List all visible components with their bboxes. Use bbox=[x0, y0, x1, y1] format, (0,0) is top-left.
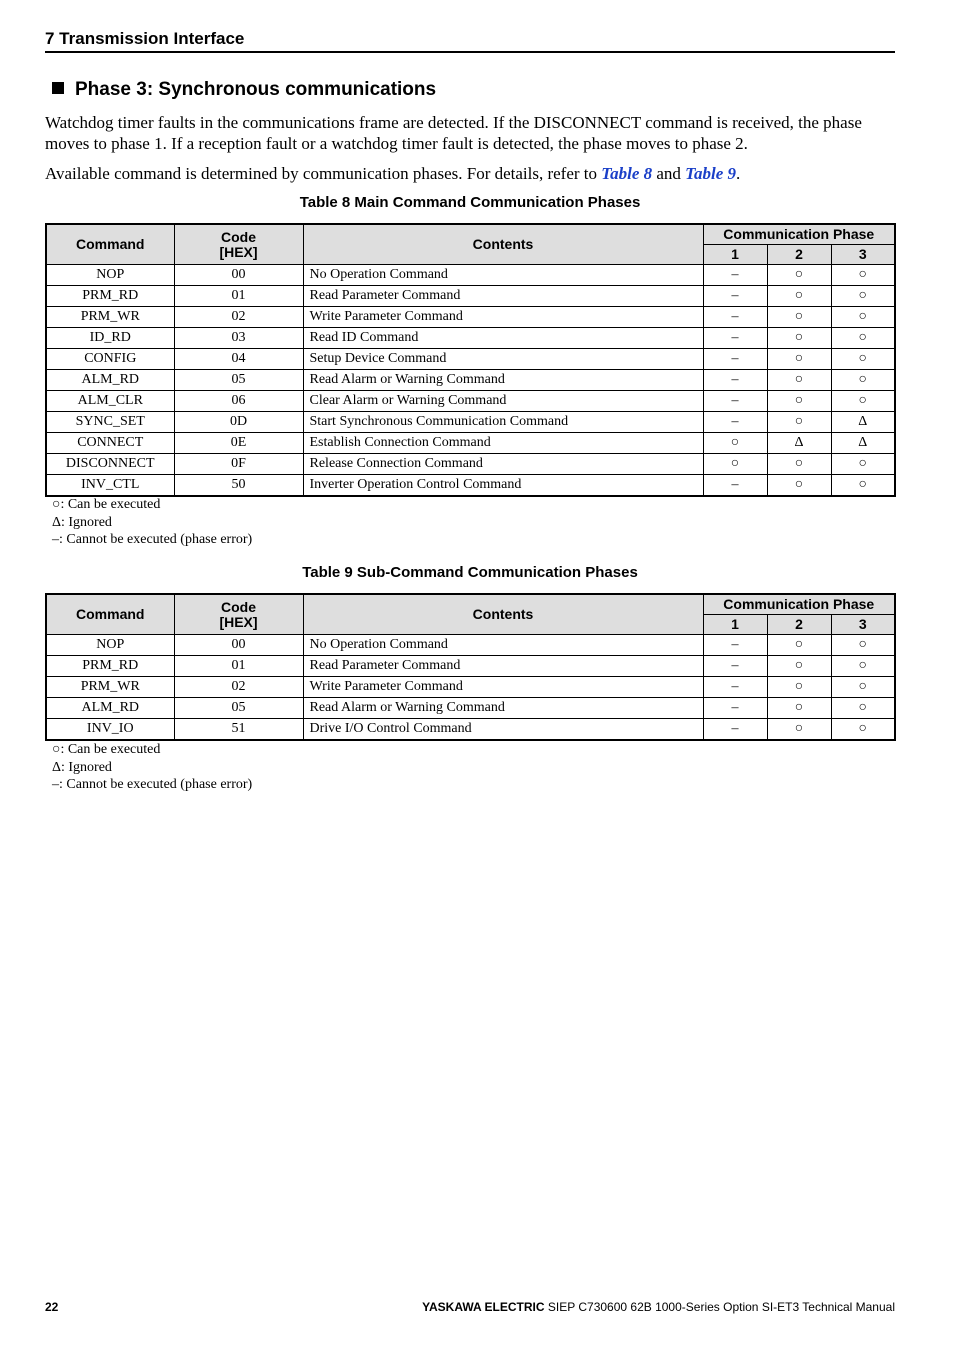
cell-contents: Release Connection Command bbox=[303, 454, 703, 475]
cell-phase-3: ○ bbox=[831, 349, 895, 370]
code-header-line2: [HEX] bbox=[219, 243, 258, 260]
cell-code: 06 bbox=[174, 391, 303, 412]
cell-contents: Write Parameter Command bbox=[303, 677, 703, 698]
cell-command: PRM_RD bbox=[46, 656, 174, 677]
table9-legend bbox=[52, 741, 252, 794]
cell-command: CONNECT bbox=[46, 433, 174, 454]
cell-phase-3: Δ bbox=[831, 433, 895, 454]
table8-caption: Table 8 Main Command Communication Phases bbox=[299, 194, 641, 211]
legend-can-execute: ○: Can be executed bbox=[52, 742, 161, 757]
table-row bbox=[46, 454, 895, 475]
section-header bbox=[45, 29, 895, 53]
cell-code: 01 bbox=[174, 656, 303, 677]
cell-phase-3: ○ bbox=[831, 677, 895, 698]
cell-contents: Read Alarm or Warning Command bbox=[303, 698, 703, 719]
subheading bbox=[52, 79, 436, 101]
table9-caption: Table 9 Sub-Command Communication Phases bbox=[302, 564, 638, 581]
cell-command: INV_IO bbox=[46, 719, 174, 741]
cell-code: 0D bbox=[174, 412, 303, 433]
cell-phase-1: ○ bbox=[703, 433, 767, 454]
cell-phase-2: ○ bbox=[767, 307, 831, 328]
table-row bbox=[46, 412, 895, 433]
footer-manual-name: SIEP C730600 62B 1000-Series Option SI-ET3 Technical Manual bbox=[544, 1300, 895, 1314]
footer-brand: YASKAWA ELECTRIC bbox=[422, 1300, 545, 1314]
cell-phase-3: ○ bbox=[831, 719, 895, 741]
cell-phase-2: ○ bbox=[767, 635, 831, 656]
cell-command: ALM_RD bbox=[46, 698, 174, 719]
cell-contents: Drive I/O Control Command bbox=[303, 719, 703, 741]
table-row bbox=[46, 265, 895, 286]
cell-command: NOP bbox=[46, 265, 174, 286]
col-header-phase: Communication Phase bbox=[703, 594, 895, 615]
cell-phase-1: – bbox=[703, 656, 767, 677]
cell-phase-1: – bbox=[703, 307, 767, 328]
table-row bbox=[46, 719, 895, 741]
table-row bbox=[46, 656, 895, 677]
cell-phase-1: – bbox=[703, 635, 767, 656]
cell-contents: Read ID Command bbox=[303, 328, 703, 349]
table-row bbox=[46, 349, 895, 370]
cell-phase-2: ○ bbox=[767, 286, 831, 307]
table-row bbox=[46, 391, 895, 412]
cell-contents: No Operation Command bbox=[303, 265, 703, 286]
cell-phase-3: ○ bbox=[831, 635, 895, 656]
paragraph-available-commands bbox=[45, 163, 897, 184]
legend-phase-error: –: Cannot be executed (phase error) bbox=[52, 532, 253, 547]
cell-contents: Inverter Operation Control Command bbox=[303, 475, 703, 497]
cell-phase-3: ○ bbox=[831, 454, 895, 475]
cell-contents: Establish Connection Command bbox=[303, 433, 703, 454]
cell-phase-2: ○ bbox=[767, 412, 831, 433]
cell-contents: Read Alarm or Warning Command bbox=[303, 370, 703, 391]
cell-command: PRM_WR bbox=[46, 307, 174, 328]
cell-code: 02 bbox=[174, 677, 303, 698]
col-header-contents: Contents bbox=[303, 224, 703, 265]
code-header-line1: Code bbox=[221, 598, 256, 615]
cell-phase-1: ○ bbox=[703, 454, 767, 475]
cell-phase-1: – bbox=[703, 328, 767, 349]
cell-code: 05 bbox=[174, 370, 303, 391]
col-header-phase-1: 1 bbox=[703, 615, 767, 635]
footer-manual-title bbox=[422, 1300, 895, 1314]
cell-phase-1: – bbox=[703, 349, 767, 370]
cell-command: ALM_CLR bbox=[46, 391, 174, 412]
cell-phase-3: ○ bbox=[831, 475, 895, 497]
cell-contents: Setup Device Command bbox=[303, 349, 703, 370]
cell-phase-2: ○ bbox=[767, 719, 831, 741]
cell-code: 03 bbox=[174, 328, 303, 349]
cell-code: 02 bbox=[174, 307, 303, 328]
section-title: 7 Transmission Interface bbox=[45, 29, 245, 48]
cell-phase-2: ○ bbox=[767, 454, 831, 475]
cell-code: 04 bbox=[174, 349, 303, 370]
table8-link[interactable]: Table 8 bbox=[601, 164, 653, 183]
cell-phase-3: ○ bbox=[831, 286, 895, 307]
cell-phase-1: – bbox=[703, 698, 767, 719]
cell-phase-3: ○ bbox=[831, 328, 895, 349]
cell-code: 05 bbox=[174, 698, 303, 719]
table-row bbox=[46, 370, 895, 391]
cell-phase-2: ○ bbox=[767, 475, 831, 497]
cell-phase-3: ○ bbox=[831, 265, 895, 286]
cell-phase-3: Δ bbox=[831, 412, 895, 433]
cell-command: DISCONNECT bbox=[46, 454, 174, 475]
cell-phase-2: ○ bbox=[767, 391, 831, 412]
cell-contents: Read Parameter Command bbox=[303, 286, 703, 307]
cell-contents: Start Synchronous Communication Command bbox=[303, 412, 703, 433]
cell-command: INV_CTL bbox=[46, 475, 174, 497]
square-bullet-icon bbox=[52, 82, 64, 94]
table8-main-commands bbox=[45, 223, 896, 497]
cell-phase-2: ○ bbox=[767, 698, 831, 719]
table-row bbox=[46, 328, 895, 349]
cell-phase-2: ○ bbox=[767, 677, 831, 698]
paragraph-text: Available command is determined by communication phases. For details, refer to bbox=[45, 164, 602, 183]
table8-legend bbox=[52, 496, 252, 549]
cell-command: SYNC_SET bbox=[46, 412, 174, 433]
code-header-line2: [HEX] bbox=[219, 613, 258, 630]
cell-phase-1: – bbox=[703, 391, 767, 412]
cell-code: 0F bbox=[174, 454, 303, 475]
legend-ignored: Δ: Ignored bbox=[52, 759, 112, 775]
cell-code: 0E bbox=[174, 433, 303, 454]
cell-phase-2: ○ bbox=[767, 328, 831, 349]
col-header-contents: Contents bbox=[303, 594, 703, 635]
cell-code: 01 bbox=[174, 286, 303, 307]
col-header-command: Command bbox=[46, 224, 174, 265]
table-row bbox=[46, 635, 895, 656]
table-row bbox=[46, 475, 895, 497]
cell-phase-2: ○ bbox=[767, 656, 831, 677]
col-header-phase-3: 3 bbox=[831, 245, 895, 265]
table9-sub-commands bbox=[45, 593, 896, 741]
cell-phase-1: – bbox=[703, 475, 767, 497]
cell-command: NOP bbox=[46, 635, 174, 656]
cell-command: ID_RD bbox=[46, 328, 174, 349]
cell-phase-3: ○ bbox=[831, 307, 895, 328]
table-row bbox=[46, 433, 895, 454]
legend-phase-error: –: Cannot be executed (phase error) bbox=[52, 777, 253, 792]
table-row bbox=[46, 698, 895, 719]
cell-code: 00 bbox=[174, 265, 303, 286]
cell-phase-3: ○ bbox=[831, 698, 895, 719]
cell-contents: Read Parameter Command bbox=[303, 656, 703, 677]
page-number: 22 bbox=[45, 1300, 59, 1314]
cell-phase-3: ○ bbox=[831, 656, 895, 677]
cell-phase-1: – bbox=[703, 265, 767, 286]
table9-link[interactable]: Table 9 bbox=[685, 164, 737, 183]
legend-ignored: Δ: Ignored bbox=[52, 514, 112, 530]
col-header-phase-3: 3 bbox=[831, 615, 895, 635]
table-row bbox=[46, 677, 895, 698]
cell-phase-1: – bbox=[703, 677, 767, 698]
cell-phase-2: ○ bbox=[767, 349, 831, 370]
subheading-text: Phase 3: Synchronous communications bbox=[75, 79, 437, 100]
cell-phase-1: – bbox=[703, 412, 767, 433]
cell-code: 00 bbox=[174, 635, 303, 656]
cell-phase-1: – bbox=[703, 719, 767, 741]
paragraph-watchdog: Watchdog timer faults in the communications frame are detected. If the DISCONNECT command is received, the phase moves to phase 1. If a reception fault or a watchdog timer fault is detected, the phase moves to phase 2. bbox=[45, 113, 862, 153]
col-header-phase-1: 1 bbox=[703, 245, 767, 265]
col-header-command: Command bbox=[46, 594, 174, 635]
cell-contents: Write Parameter Command bbox=[303, 307, 703, 328]
col-header-phase-2: 2 bbox=[767, 245, 831, 265]
cell-command: ALM_RD bbox=[46, 370, 174, 391]
cell-command: PRM_WR bbox=[46, 677, 174, 698]
cell-contents: No Operation Command bbox=[303, 635, 703, 656]
cell-command: CONFIG bbox=[46, 349, 174, 370]
paragraph-text-and: and bbox=[652, 164, 686, 183]
paragraph-text-end: . bbox=[736, 164, 741, 183]
cell-phase-1: – bbox=[703, 370, 767, 391]
cell-phase-1: – bbox=[703, 286, 767, 307]
table-row bbox=[46, 286, 895, 307]
cell-contents: Clear Alarm or Warning Command bbox=[303, 391, 703, 412]
cell-phase-2: ○ bbox=[767, 265, 831, 286]
cell-code: 50 bbox=[174, 475, 303, 497]
col-header-phase-2: 2 bbox=[767, 615, 831, 635]
cell-phase-2: ○ bbox=[767, 370, 831, 391]
code-header-line1: Code bbox=[221, 228, 256, 245]
cell-phase-3: ○ bbox=[831, 370, 895, 391]
cell-command: PRM_RD bbox=[46, 286, 174, 307]
cell-phase-3: ○ bbox=[831, 391, 895, 412]
cell-phase-2: Δ bbox=[767, 433, 831, 454]
col-header-code bbox=[174, 224, 303, 265]
col-header-code bbox=[174, 594, 303, 635]
legend-can-execute: ○: Can be executed bbox=[52, 497, 161, 512]
col-header-phase: Communication Phase bbox=[703, 224, 895, 245]
cell-code: 51 bbox=[174, 719, 303, 741]
table-row bbox=[46, 307, 895, 328]
